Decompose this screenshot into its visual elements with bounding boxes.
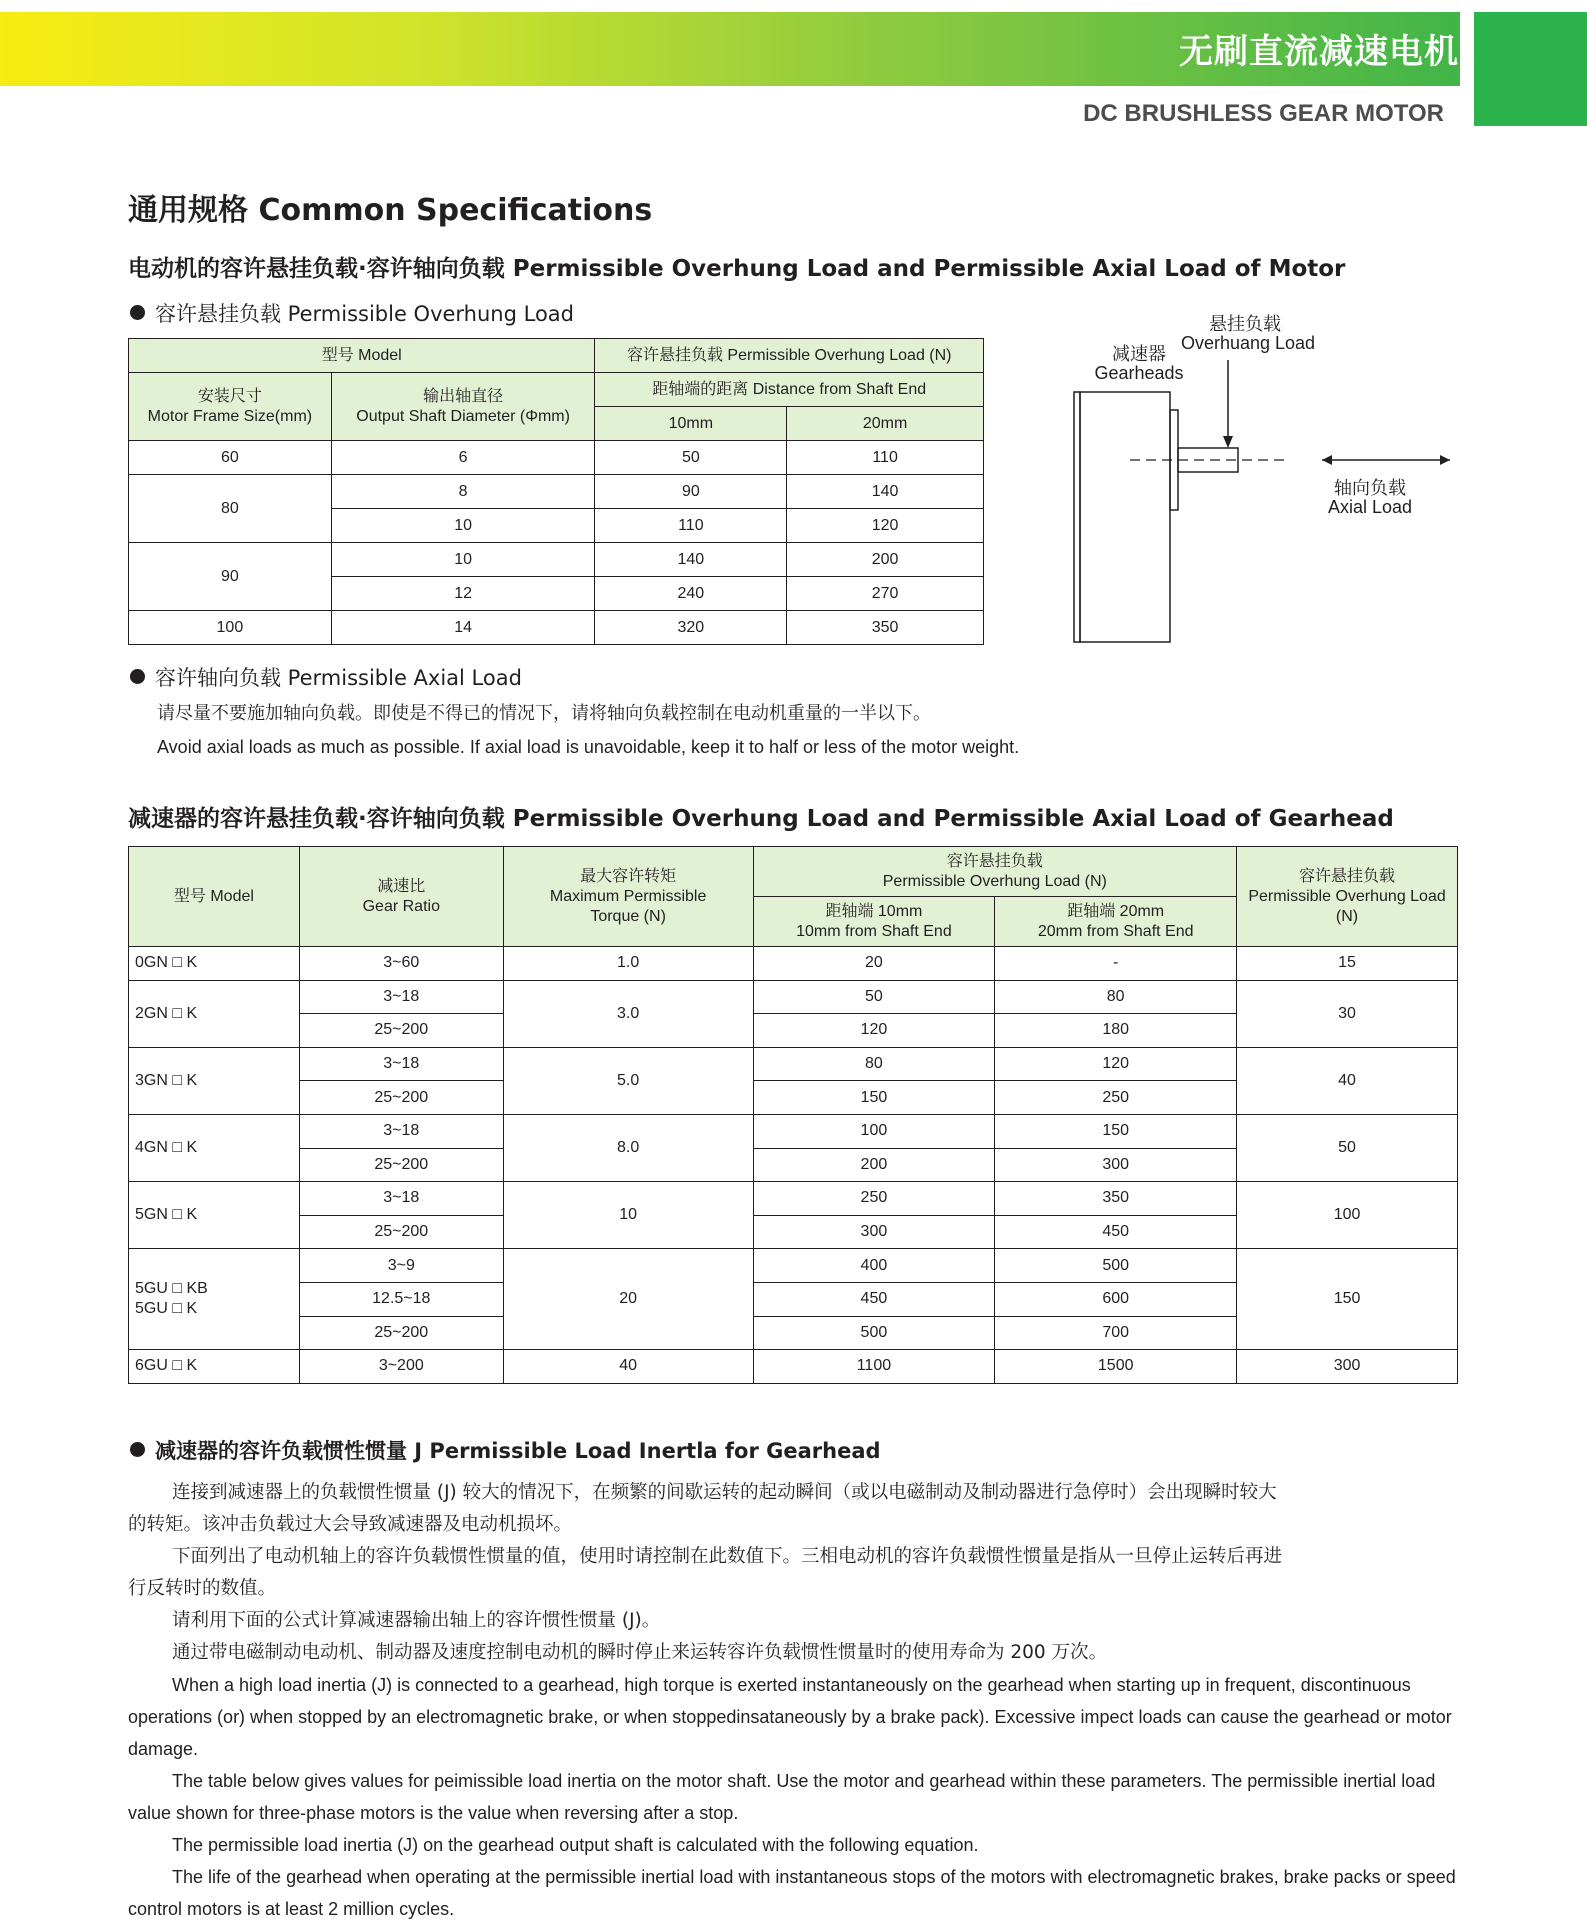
d20-cell: 350 bbox=[787, 611, 984, 645]
d10-cell: 150 bbox=[753, 1081, 995, 1115]
distance-header: 距轴端的距离 Distance from Shaft End bbox=[595, 373, 984, 407]
frame-header-en: Motor Frame Size(mm) bbox=[147, 407, 313, 425]
d10-cell: 50 bbox=[595, 441, 787, 475]
table-row bbox=[129, 1114, 1458, 1148]
d20-cell: 120 bbox=[787, 509, 984, 543]
overhung-bullet-text: 容许悬挂负载 Permissible Overhung Load bbox=[155, 302, 574, 326]
gearhead-load-table bbox=[128, 846, 1458, 1384]
model-header: 型号 Model bbox=[129, 339, 595, 373]
gearhead-section-title: 减速器的容许悬挂负载·容许轴向负载 Permissible Overhung Load and Permissible Axial Load of Gearhead bbox=[128, 806, 1394, 832]
model-cell: 0GN □ K bbox=[129, 947, 300, 981]
load-header: 容许悬挂负载 Permissible Overhung Load (N) bbox=[595, 339, 984, 373]
en-paragraph-3: The permissible load inertia (J) on the gearhead output shaft is calculated with the following equation. bbox=[172, 1835, 979, 1855]
torque-header-en-2: Torque (N) bbox=[590, 907, 666, 925]
gearheads-label-en: Gearheads bbox=[1094, 363, 1184, 383]
torque-cell: 3.0 bbox=[503, 980, 753, 1047]
d20-cell: 110 bbox=[787, 441, 984, 475]
model-cell: 6GU □ K bbox=[129, 1350, 300, 1384]
en-paragraph-2a: The table below gives values for peimissible load inertia on the motor shaft. Use the motor and gearhead within these parameters. The permissible inertial load bbox=[172, 1771, 1436, 1791]
table-row bbox=[129, 611, 984, 645]
col-20mm-header: 20mm bbox=[787, 407, 984, 441]
shaft-header bbox=[331, 373, 595, 441]
ratio-header bbox=[299, 847, 503, 947]
cn-paragraph-4: 通过带电磁制动电动机、制动器及速度控制电动机的瞬时停止来运转容许负载惯性惯量时的使用寿命为 200 万次。 bbox=[172, 1642, 1108, 1663]
axial-text-cn: 请尽量不要施加轴向负载。即使是不得已的情况下，请将轴向负载控制在电动机重量的一半以下。 bbox=[157, 703, 931, 724]
ratio-cell: 25~200 bbox=[299, 1215, 503, 1249]
en-paragraph-4b: control motors is at least 2 million cycles. bbox=[128, 1899, 455, 1919]
overhung-header-en: Permissible Overhung Load (N) bbox=[882, 872, 1107, 890]
torque-header-en-1: Maximum Permissible bbox=[549, 887, 707, 905]
d10-cell: 320 bbox=[595, 611, 787, 645]
d20-cell: 200 bbox=[787, 543, 984, 577]
axial-cell: 50 bbox=[1237, 1114, 1458, 1181]
ratio-cell: 3~200 bbox=[299, 1350, 503, 1384]
inertia-bullet bbox=[130, 1435, 881, 1465]
d10-header bbox=[753, 897, 995, 947]
model-cell: 4GN □ K bbox=[129, 1114, 300, 1181]
d20-cell: 300 bbox=[995, 1148, 1237, 1182]
d10-cell: 50 bbox=[753, 980, 995, 1014]
frame-cell: 80 bbox=[129, 475, 332, 543]
d10-cell: 450 bbox=[753, 1282, 995, 1316]
ratio-cell: 25~200 bbox=[299, 1316, 503, 1350]
model-cell: 3GN □ K bbox=[129, 1047, 300, 1114]
col-10mm-header: 10mm bbox=[595, 407, 787, 441]
d20-header-cn: 距轴端 20mm bbox=[1067, 902, 1165, 920]
overhung-label-en: Overhuang Load bbox=[1180, 333, 1316, 353]
d20-cell: 120 bbox=[995, 1047, 1237, 1081]
d20-cell: 150 bbox=[995, 1114, 1237, 1148]
ratio-cell: 3~18 bbox=[299, 1047, 503, 1081]
table-row bbox=[129, 441, 984, 475]
axial-label-en: Axial Load bbox=[1327, 497, 1413, 517]
axial-bullet bbox=[130, 662, 522, 692]
overhung-header bbox=[753, 847, 1237, 897]
section-title: 通用规格 Common Specifications bbox=[128, 193, 653, 228]
cn-paragraph-2b: 行反转时的数值。 bbox=[128, 1578, 277, 1599]
ratio-cell: 25~200 bbox=[299, 1148, 503, 1182]
torque-cell: 10 bbox=[503, 1182, 753, 1249]
d10-cell: 500 bbox=[753, 1316, 995, 1350]
shaft-cell: 10 bbox=[331, 543, 595, 577]
model-line-2: 5GU □ K bbox=[135, 1300, 198, 1318]
torque-cell: 5.0 bbox=[503, 1047, 753, 1114]
d10-cell: 400 bbox=[753, 1249, 995, 1283]
d10-cell: 140 bbox=[595, 543, 787, 577]
shaft-header-cn: 输出轴直径 bbox=[423, 387, 504, 405]
torque-header-cn: 最大容许转矩 bbox=[580, 867, 677, 885]
axial-cell: 150 bbox=[1237, 1249, 1458, 1350]
inertia-text-en bbox=[128, 1669, 1458, 1925]
frame-header bbox=[129, 373, 332, 441]
ratio-cell: 25~200 bbox=[299, 1081, 503, 1115]
cn-paragraph-1a: 连接到减速器上的负载惯性惯量 (J) 较大的情况下，在频繁的间歇运转的起动瞬间（或以电磁制动及制动器进行急停时）会出现瞬时较大 bbox=[172, 1482, 1277, 1503]
bullet-dot-icon bbox=[130, 305, 145, 320]
header-title-cn: 无刷直流减速电机 bbox=[1179, 32, 1459, 72]
axial-cell: 15 bbox=[1237, 947, 1458, 981]
axial-header-en-2: (N) bbox=[1335, 907, 1359, 925]
cn-paragraph-1b: 的转矩。该冲击负载过大会导致减速器及电动机损坏。 bbox=[128, 1514, 573, 1535]
frame-cell: 90 bbox=[129, 543, 332, 611]
en-paragraph-4a: The life of the gearhead when operating at the permissible inertial load with instantaneous stops of the motors with electromagnetic brakes, brake packs or speed bbox=[172, 1867, 1456, 1887]
load-diagram bbox=[1060, 300, 1460, 650]
shaft-cell: 14 bbox=[331, 611, 595, 645]
d10-cell: 110 bbox=[595, 509, 787, 543]
frame-cell: 60 bbox=[129, 441, 332, 475]
torque-cell: 20 bbox=[503, 1249, 753, 1350]
d10-cell: 20 bbox=[753, 947, 995, 981]
shaft-header-en: Output Shaft Diameter (Φmm) bbox=[356, 407, 570, 425]
table-row bbox=[129, 1047, 1458, 1081]
ratio-header-en: Gear Ratio bbox=[362, 897, 440, 915]
ratio-cell: 25~200 bbox=[299, 1014, 503, 1048]
d20-cell: 270 bbox=[787, 577, 984, 611]
motor-section-title: 电动机的容许悬挂负载·容许轴向负载 Permissible Overhung Load and Permissible Axial Load of Motor bbox=[128, 256, 1346, 282]
table-row bbox=[129, 1182, 1458, 1216]
motor-overhung-table bbox=[128, 338, 984, 645]
frame-cell: 100 bbox=[129, 611, 332, 645]
d20-header-en: 20mm from Shaft End bbox=[1037, 922, 1194, 940]
torque-header bbox=[503, 847, 753, 947]
en-paragraph-1a: When a high load inertia (J) is connected to a gearhead, high torque is exerted instantaneously on the gearhead when starting up in frequent, discontinuous bbox=[172, 1675, 1411, 1695]
axial-bullet-text: 容许轴向负载 Permissible Axial Load bbox=[155, 666, 522, 690]
axial-cell: 30 bbox=[1237, 980, 1458, 1047]
model-cell: 5GN □ K bbox=[129, 1182, 300, 1249]
bullet-dot-icon bbox=[130, 1442, 145, 1457]
axial-cell: 300 bbox=[1237, 1350, 1458, 1384]
en-paragraph-1c: damage. bbox=[128, 1739, 199, 1759]
table-row bbox=[129, 475, 984, 509]
model-line-1: 5GU □ KB bbox=[135, 1280, 208, 1298]
ratio-cell: 3~60 bbox=[299, 947, 503, 981]
model-cell bbox=[129, 1249, 300, 1350]
axial-text-en: Avoid axial loads as much as possible. If axial load is unavoidable, keep it to half or less of the motor weight. bbox=[157, 737, 1020, 757]
d20-cell: 700 bbox=[995, 1316, 1237, 1350]
overhung-bullet bbox=[130, 298, 574, 328]
d20-cell: 250 bbox=[995, 1081, 1237, 1115]
gearheads-label-cn: 减速器 bbox=[1112, 344, 1166, 364]
d20-cell: 450 bbox=[995, 1215, 1237, 1249]
axial-cell: 40 bbox=[1237, 1047, 1458, 1114]
ratio-cell: 12.5~18 bbox=[299, 1282, 503, 1316]
torque-cell: 40 bbox=[503, 1350, 753, 1384]
ratio-header-cn: 减速比 bbox=[377, 877, 426, 895]
axial-header-cn: 容许悬挂负载 bbox=[1299, 867, 1396, 885]
d10-cell: 1100 bbox=[753, 1350, 995, 1384]
d20-header bbox=[995, 897, 1237, 947]
cn-paragraph-3: 请利用下面的公式计算减速器输出轴上的容许惯性惯量 (J)。 bbox=[172, 1610, 661, 1631]
d10-header-cn: 距轴端 10mm bbox=[825, 902, 923, 920]
d10-cell: 80 bbox=[753, 1047, 995, 1081]
inertia-section-title: 减速器的容许负载惯性惯量 J Permissible Load Inertla for Gearhead bbox=[155, 1439, 881, 1463]
d20-cell: 350 bbox=[995, 1182, 1237, 1216]
axial-cell: 100 bbox=[1237, 1182, 1458, 1249]
d20-cell: 80 bbox=[995, 980, 1237, 1014]
axial-label-cn: 轴向负载 bbox=[1334, 478, 1406, 498]
torque-cell: 8.0 bbox=[503, 1114, 753, 1181]
torque-cell: 1.0 bbox=[503, 947, 753, 981]
table-row bbox=[129, 947, 1458, 981]
d10-cell: 250 bbox=[753, 1182, 995, 1216]
header-title-en: DC BRUSHLESS GEAR MOTOR bbox=[1083, 100, 1444, 127]
d10-cell: 240 bbox=[595, 577, 787, 611]
shaft-cell: 12 bbox=[331, 577, 595, 611]
axial-header bbox=[1237, 847, 1458, 947]
shaft-cell: 10 bbox=[331, 509, 595, 543]
ratio-cell: 3~9 bbox=[299, 1249, 503, 1283]
cn-paragraph-2a: 下面列出了电动机轴上的容许负载惯性惯量的值，使用时请控制在此数值下。三相电动机的容许负载惯性惯量是指从一旦停止运转后再进 bbox=[172, 1546, 1283, 1567]
d20-cell: 500 bbox=[995, 1249, 1237, 1283]
header-green-tab bbox=[1474, 12, 1587, 126]
bullet-dot-icon bbox=[130, 669, 145, 684]
ratio-cell: 3~18 bbox=[299, 1182, 503, 1216]
ratio-cell: 3~18 bbox=[299, 980, 503, 1014]
shaft-cell: 6 bbox=[331, 441, 595, 475]
d20-cell: 140 bbox=[787, 475, 984, 509]
d20-cell: 1500 bbox=[995, 1350, 1237, 1384]
frame-header-cn: 安装尺寸 bbox=[197, 387, 262, 405]
d10-cell: 90 bbox=[595, 475, 787, 509]
d20-cell: 600 bbox=[995, 1282, 1237, 1316]
table-row bbox=[129, 543, 984, 577]
overhung-label-cn: 悬挂负载 bbox=[1209, 314, 1281, 334]
d20-cell: 180 bbox=[995, 1014, 1237, 1048]
axial-header-en-1: Permissible Overhung Load bbox=[1248, 887, 1446, 905]
en-paragraph-1b: operations (or) when stopped by an electromagnetic brake, or when stoppedinsataneously by a brake pack). Excessive impect loads can cause the gearhead or motor bbox=[128, 1707, 1452, 1727]
ratio-cell: 3~18 bbox=[299, 1114, 503, 1148]
model-cell: 2GN □ K bbox=[129, 980, 300, 1047]
table-row bbox=[129, 1350, 1458, 1384]
d20-cell: - bbox=[995, 947, 1237, 981]
table-row bbox=[129, 1249, 1458, 1283]
d10-cell: 120 bbox=[753, 1014, 995, 1048]
overhung-header-cn: 容许悬挂负载 bbox=[946, 852, 1043, 870]
d10-cell: 100 bbox=[753, 1114, 995, 1148]
d10-cell: 300 bbox=[753, 1215, 995, 1249]
model-header: 型号 Model bbox=[129, 847, 300, 947]
en-paragraph-2b: value shown for three-phase motors is the value when reversing after a stop. bbox=[128, 1803, 739, 1823]
d10-header-en: 10mm from Shaft End bbox=[796, 922, 952, 940]
shaft-cell: 8 bbox=[331, 475, 595, 509]
table-row bbox=[129, 980, 1458, 1014]
inertia-text-cn bbox=[128, 1477, 1458, 1669]
d10-cell: 200 bbox=[753, 1148, 995, 1182]
